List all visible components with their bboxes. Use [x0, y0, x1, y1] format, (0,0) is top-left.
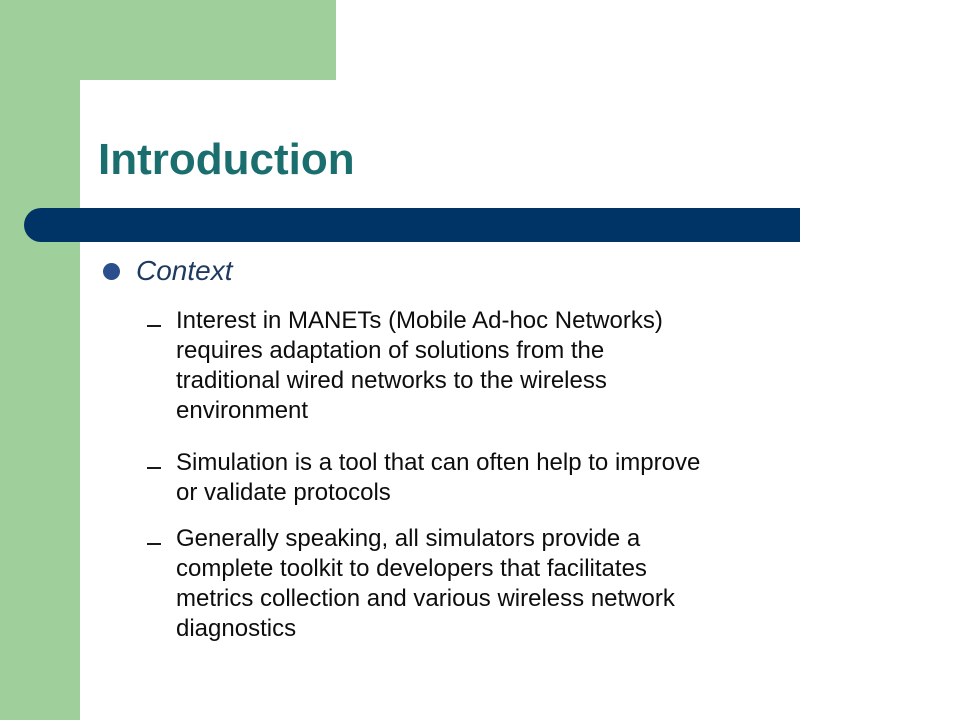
- sub-bullet-line: metrics collection and various wireless network: [176, 585, 675, 612]
- sub-bullet-line: environment: [176, 397, 309, 424]
- sub-bullet-line: or validate protocols: [176, 479, 391, 506]
- sub-bullet-3: [176, 524, 876, 644]
- green-sidebar: [0, 0, 80, 720]
- green-top-band: [0, 0, 336, 80]
- slide-title: Introduction: [98, 135, 355, 184]
- sub-bullet-line: requires adaptation of solutions from the: [176, 337, 605, 364]
- en-dash-icon: [147, 543, 161, 545]
- bullet-dot-icon: [103, 263, 120, 280]
- en-dash-icon: [147, 467, 161, 469]
- title-underline-bar: [24, 208, 800, 242]
- sub-bullet-line: Interest in MANETs (Mobile Ad-hoc Networks): [176, 307, 663, 334]
- en-dash-icon: [147, 325, 161, 327]
- sub-bullet-line: Simulation is a tool that can often help to improve: [176, 449, 701, 476]
- sub-bullet-line: complete toolkit to developers that facilitates: [176, 555, 647, 582]
- sub-bullet-2: [176, 448, 876, 508]
- sub-bullet-line: Generally speaking, all simulators provide a: [176, 525, 641, 552]
- bullet-context: Context: [136, 255, 233, 286]
- sub-bullet-line: diagnostics: [176, 615, 297, 642]
- sub-bullet-1: [176, 306, 876, 426]
- sub-bullet-line: traditional wired networks to the wireless: [176, 367, 607, 394]
